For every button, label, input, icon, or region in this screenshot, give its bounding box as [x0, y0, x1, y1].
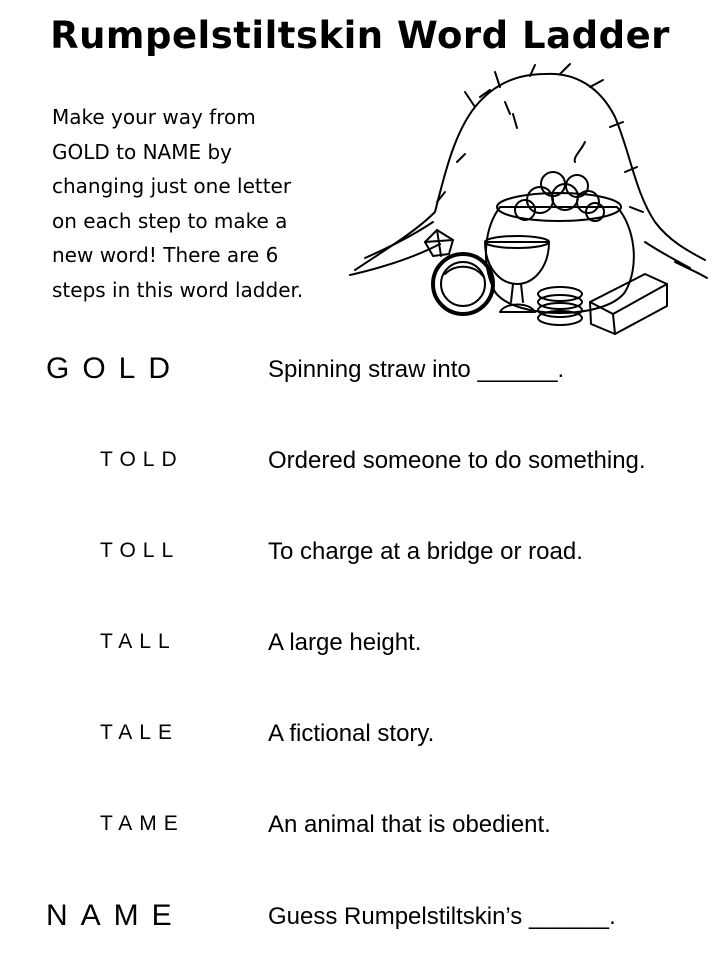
- ladder-word: GOLD: [46, 352, 184, 385]
- instructions-line: new word! There are 6: [52, 243, 279, 267]
- ladder-row: [0, 805, 720, 845]
- ladder-row: [0, 623, 720, 663]
- haystack-treasure-icon: [345, 62, 715, 340]
- ladder-clue: To charge at a bridge or road.: [268, 538, 583, 565]
- ladder-clue: An animal that is obedient.: [268, 811, 551, 838]
- gold-bar: [590, 274, 667, 314]
- ladder-clue: Guess Rumpelstiltskin’s ______.: [268, 903, 616, 930]
- ladder-row: [0, 532, 720, 572]
- ladder-row: [0, 350, 720, 390]
- ladder-clue: A large height.: [268, 629, 422, 656]
- ladder-clue: A fictional story.: [268, 720, 435, 747]
- ladder-clue: Ordered someone to do something.: [268, 447, 646, 474]
- instructions: [52, 100, 352, 307]
- ladder-word: TAME: [100, 812, 185, 835]
- ladder-row: [0, 897, 720, 937]
- ladder-word: TOLL: [100, 539, 181, 562]
- ladder-word: TALE: [100, 721, 179, 744]
- pot-outline: [486, 207, 634, 313]
- haystack-outline: [355, 74, 705, 270]
- ladder-word: TALL: [100, 630, 177, 653]
- instructions-line: steps in this word ladder.: [52, 277, 304, 302]
- instructions-line: GOLD to NAME by: [52, 139, 232, 164]
- instructions-line: changing just one letter: [52, 174, 292, 198]
- ladder-clue: Spinning straw into ______.: [268, 356, 565, 383]
- instructions-line: on each step to make a: [52, 208, 288, 233]
- ladder-word: NAME: [46, 899, 185, 932]
- ladder-row: [0, 441, 720, 481]
- ladder-word: TOLD: [100, 448, 184, 471]
- ladder-row: [0, 714, 720, 754]
- instructions-line: Make your way from: [52, 105, 256, 129]
- page-title: Rumpelstiltskin Word Ladder: [50, 14, 670, 57]
